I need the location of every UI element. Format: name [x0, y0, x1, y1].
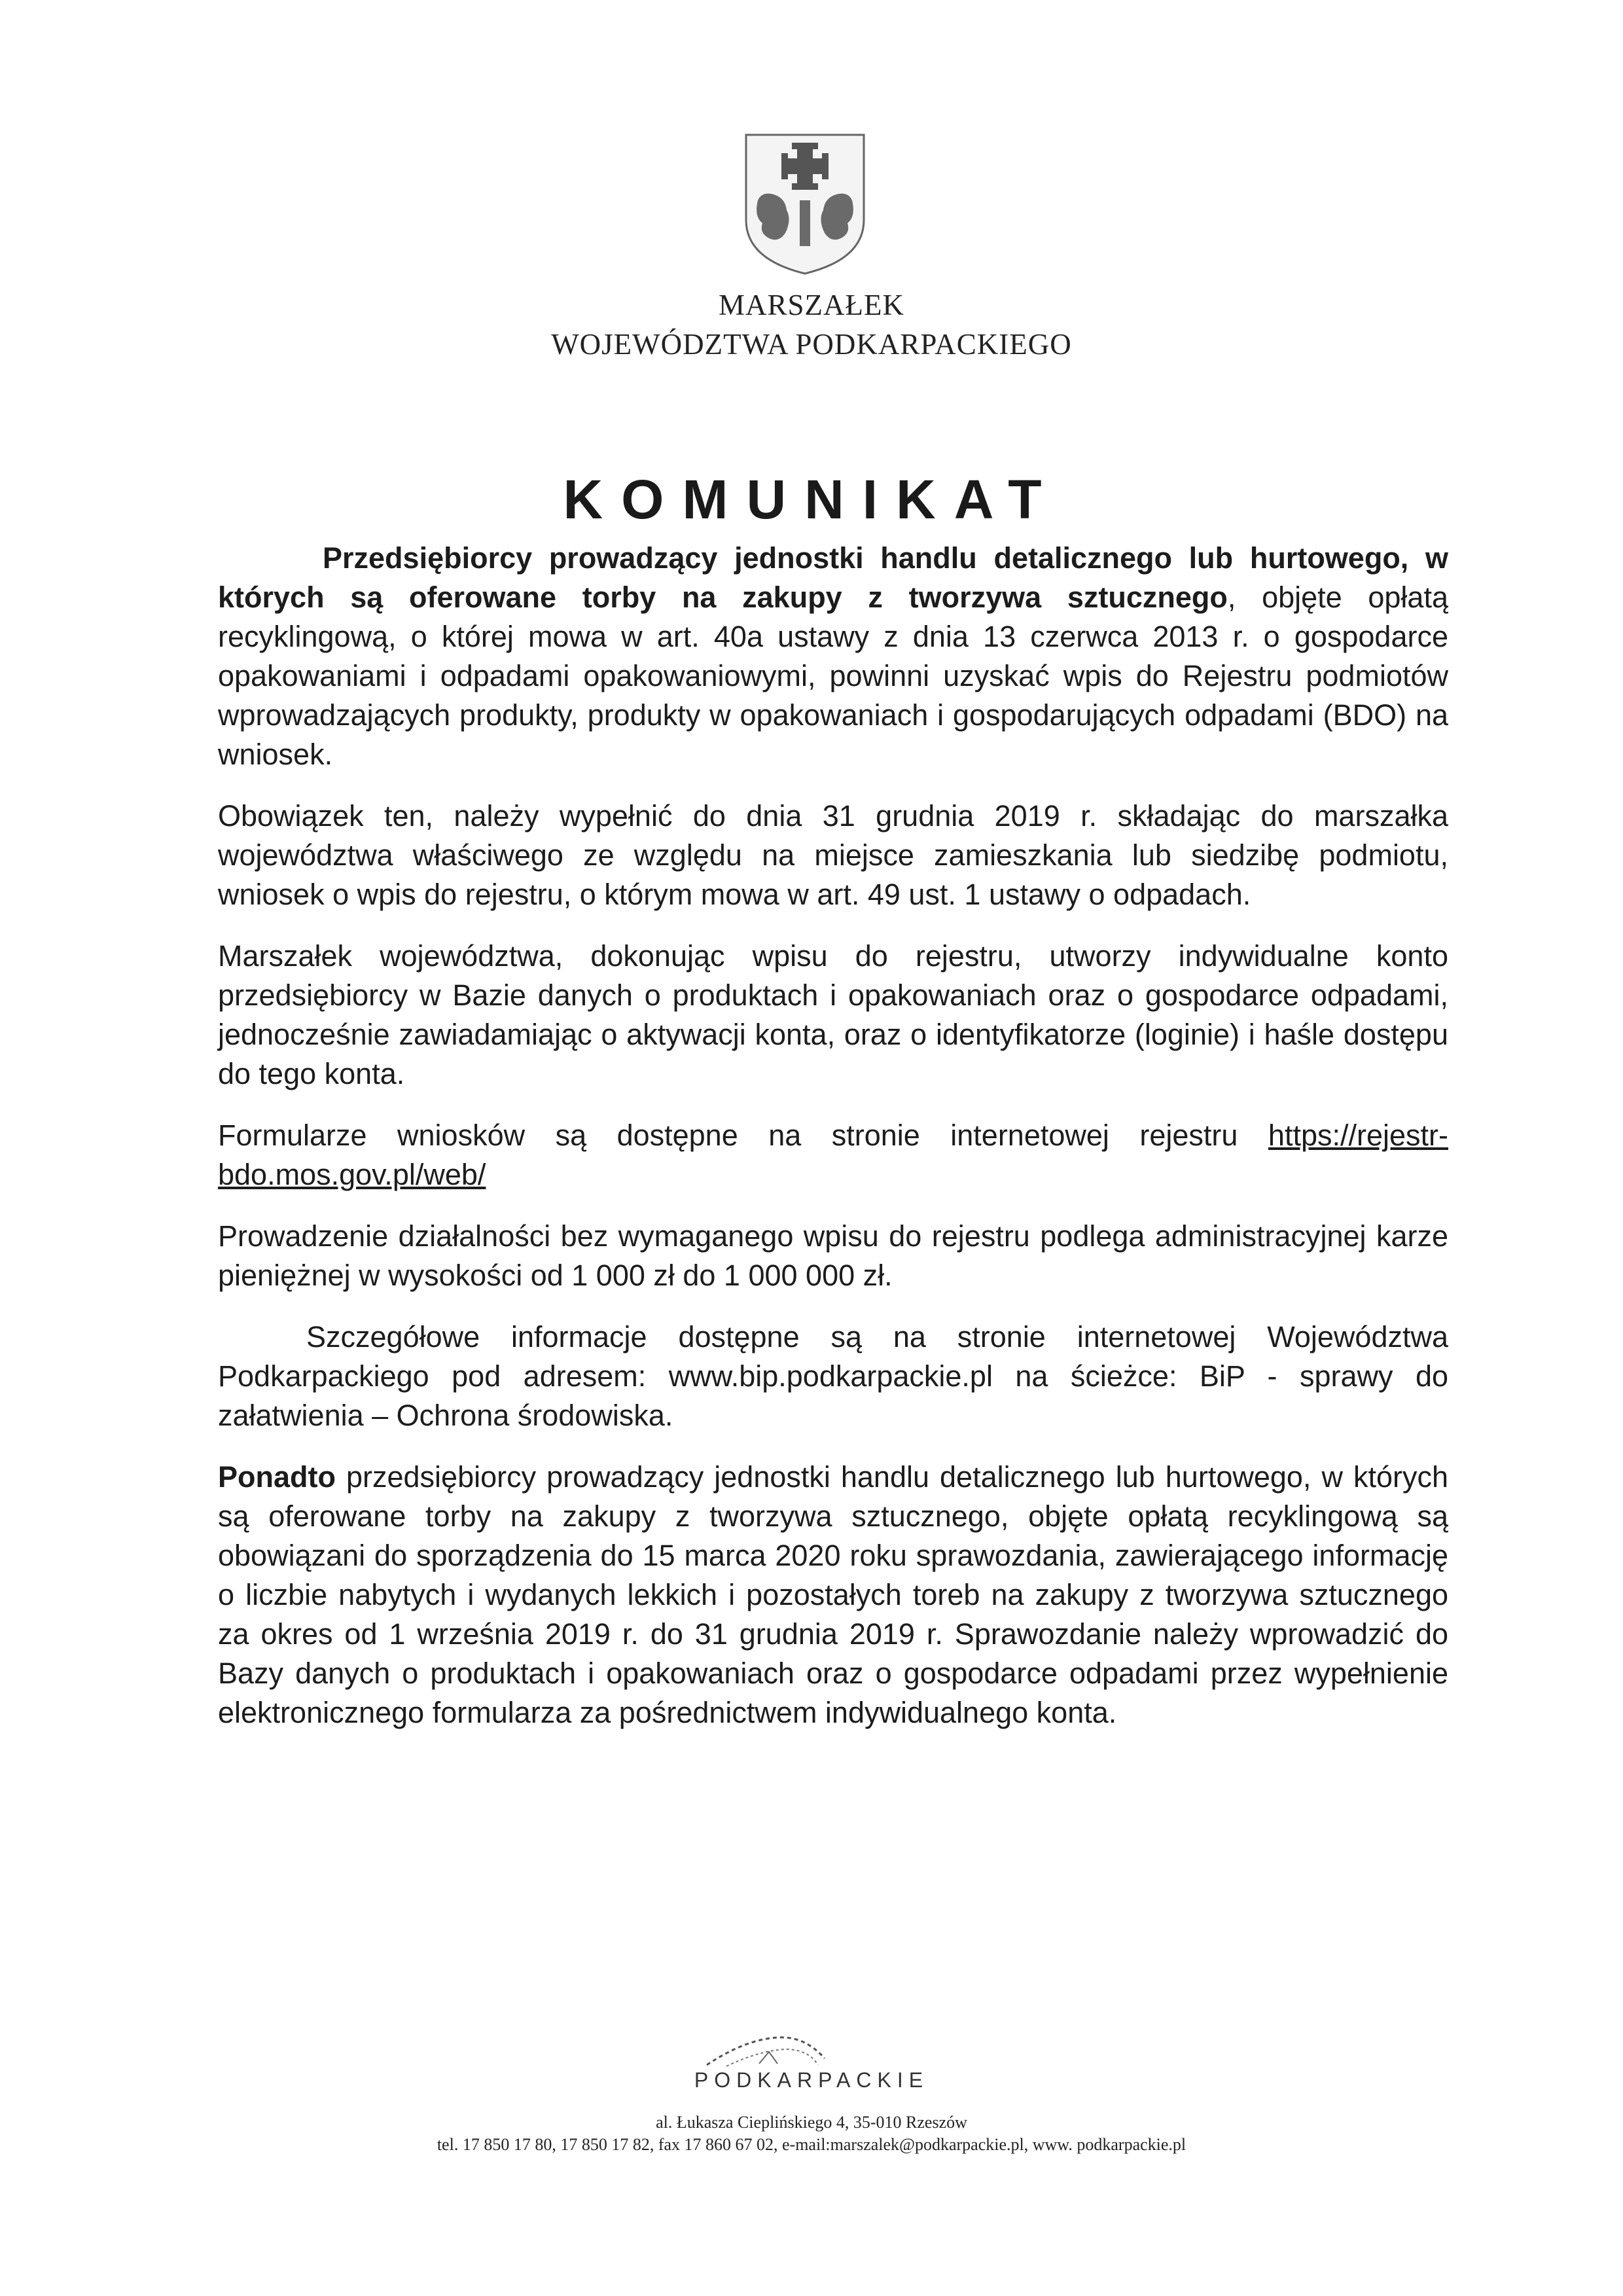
registry-link[interactable]: https://rejestr-bdo.mos.gov.pl/web/ [218, 1119, 1448, 1191]
paragraph-4-text: Formularze wniosków są dostępne na stronie internetowej rejestru [218, 1119, 1238, 1152]
paragraph-6: Szczegółowe informacje dostępne są na stronie internetowej Województwa Podkarpackiego pod adresem: www.bip.podkarpackie.pl na ścieżce: BiP - sprawy do załatwienia – Ochrona środowiska. [218, 1320, 1448, 1432]
issuer-name-line1: MARSZAŁEK [718, 289, 904, 321]
paragraph-5: Prowadzenie działalności bez wymaganego wpisu do rejestru podlega administracyjnej karze pieniężnej w wysokości od 1 000 zł do 1 000 000 zł. [218, 1219, 1448, 1292]
paragraph-1-bold: Przedsiębiorcy prowadzący jednostki handlu detalicznego lub hurtowego, w których są oferowane torby na zakupy z tworzywa sztucznego [218, 541, 1448, 614]
paragraph-1-text: , objęte opłatą recyklingową, o której mowa w art. 40a ustawy z dnia 13 czerwca 2013 r. o gospodarce opakowaniami i odpadami opakowaniowymi, powinni uzyskać wpis do Rejestru podmiotów wprowadzających produkty, produkty w opakowaniach i gospodarujących odpadami (BDO) na wniosek. [218, 581, 1448, 771]
podkarpackie-logo-icon [628, 2032, 903, 2072]
paragraph-3: Marszałek województwa, dokonując wpisu do rejestru, utworzy indywidualne konto przedsiębiorcy w Bazie danych o produktach i opakowaniach oraz o gospodarce odpadami, jednocześnie zawiadamiając o aktywacji konta, oraz o identyfikatorze (loginie) i haśle dostępu do tego konta. [218, 939, 1448, 1090]
paragraph-7-bold: Ponadto [218, 1460, 336, 1494]
paragraph-1 [218, 539, 1448, 774]
document-title: KOMUNIKAT [563, 469, 1060, 530]
paragraph-7 [218, 1458, 1448, 1732]
footer-contact: tel. 17 850 17 80, 17 850 17 82, fax 17 860 67 02, e-mail:marszalek@podkarpackie.pl, www. podkarpackie.pl [437, 2135, 1186, 2154]
coat-of-arms-icon [740, 128, 870, 279]
paragraph-2: Obowiązek ten, należy wypełnić do dnia 31 grudnia 2019 r. składając do marszałka województwa właściwego ze względu na miejsce zamieszkania lub siedzibę podmiotu, wniosek o wpis do rejestru, o którym mowa w art. 49 ust. 1 ustawy o odpadach. [218, 799, 1448, 911]
paragraph-7-text: przedsiębiorcy prowadzący jednostki handlu detalicznego lub hurtowego, w których są oferowane torby na zakupy z tworzywa sztucznego, objęte opłatą recyklingową są obowiązani do sporządzenia do 15 marca 2020 roku sprawozdania, zawierającego informację o liczbie nabytych i wydanych lekkich i pozostałych toreb na zakupy z tworzywa sztucznego za okres od 1 września 2019 r. do 31 grudnia 2019 r. Sprawozdanie należy wprowadzić do Bazy danych o produktach i opakowaniach oraz o gospodarce odpadami przez wypełnienie elektronicznego formularza za pośrednictwem indywidualnego konta. [218, 1460, 1448, 1729]
footer-address: al. Łukasza Cieplińskiego 4, 35-010 Rzeszów [656, 2113, 967, 2132]
issuer-name-line2: WOJEWÓDZTWA PODKARPACKIEGO [551, 328, 1072, 361]
footer-logo-text: PODKARPACKIE [694, 2068, 929, 2092]
paragraph-4 [218, 1116, 1448, 1194]
document-body [218, 539, 1448, 1755]
